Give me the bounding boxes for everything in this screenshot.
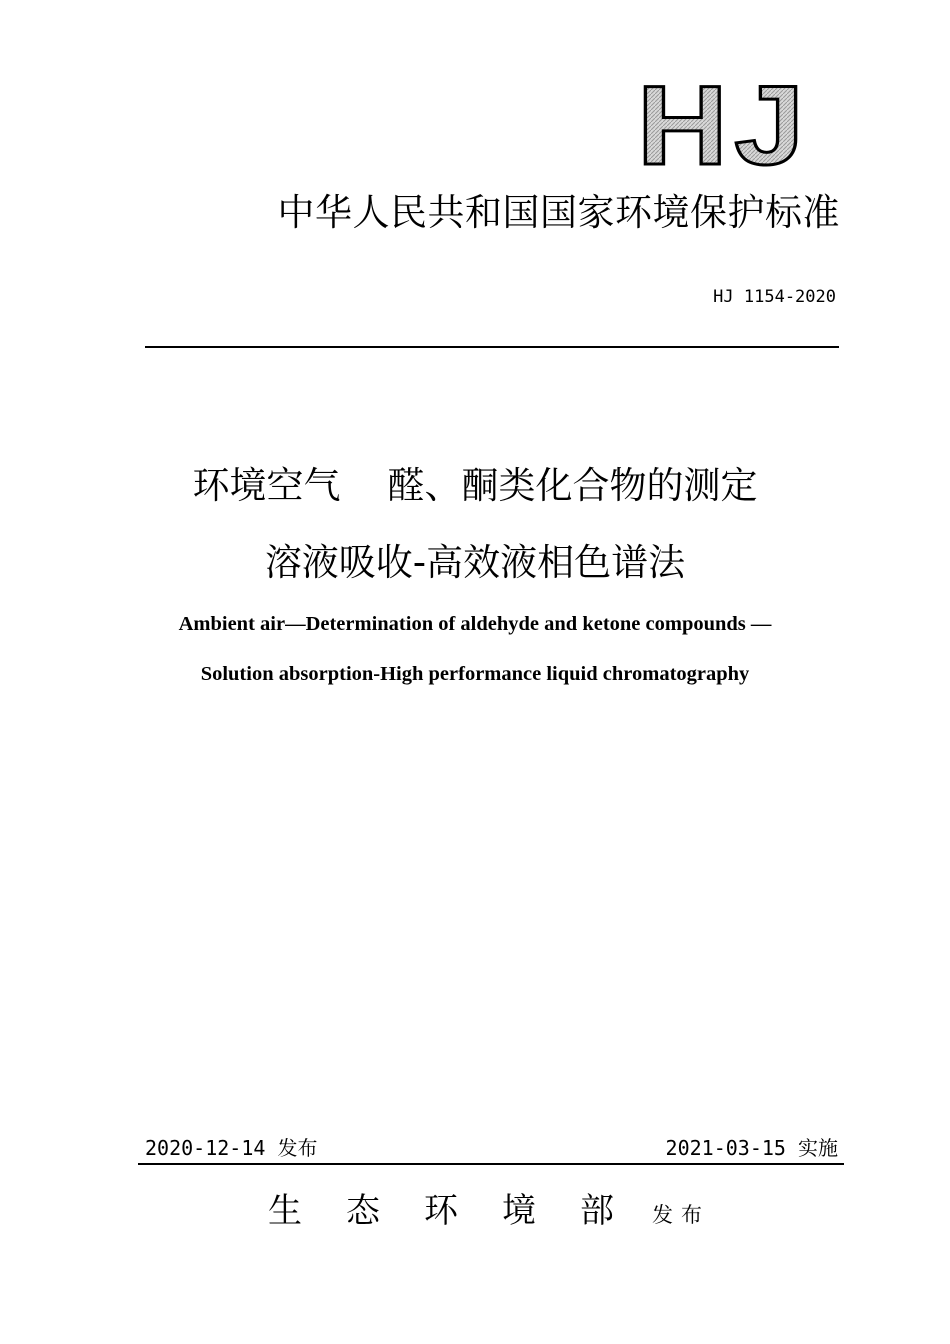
publisher-name: 生态环境部 [268, 1191, 658, 1231]
hj-logo [635, 78, 815, 170]
title-en-line-2: Solution absorption-High performance liquid chromatography [200, 663, 750, 685]
implement-date: 2021-03-15 实施 [665, 1136, 838, 1160]
standard-code: HJ 1154-2020 [713, 287, 836, 307]
bottom-divider [138, 1163, 844, 1165]
title-en-line-1: Ambient air—Determination of aldehyde and ketone compounds — [178, 613, 772, 635]
issue-date: 2020-12-14 发布 [145, 1136, 318, 1160]
standard-name: 中华人民共和国国家环境保护标准 [277, 191, 840, 234]
title-zh-line-1: 环境空气 醛、酮类化合物的测定 [192, 464, 758, 507]
top-divider [145, 346, 839, 348]
title-zh-line-2: 溶液吸收-高效液相色谱法 [264, 541, 686, 584]
publish-suffix: 发布 [652, 1203, 710, 1227]
svg-text:HJ: HJ [637, 78, 811, 170]
